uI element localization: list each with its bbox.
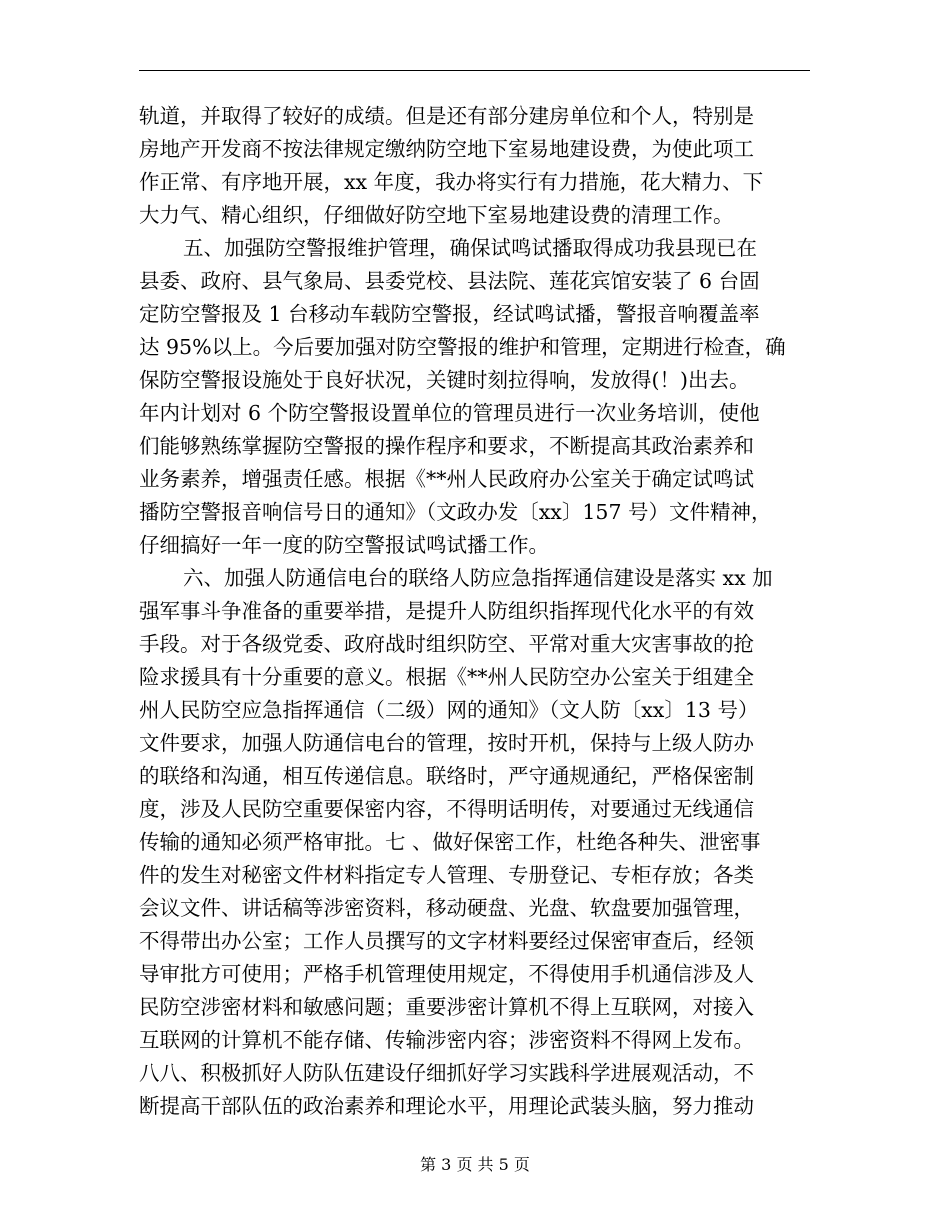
- text-line: 的联络和沟通，相互传递信息。联络时，严守通规通纪，严格保密制: [139, 764, 754, 788]
- text-line: 民防空涉密材料和敏感问题；重要涉密计算机不得上互联网，对接入: [139, 995, 754, 1019]
- text-line: 州人民防空应急指挥通信（二级）网的通知》（文人防〔xx〕13 号）: [139, 698, 759, 722]
- text-line: 县委、政府、县气象局、县委党校、县法院、莲花宾馆安装了 6 台固: [139, 269, 760, 293]
- page-number-footer: 第 3 页 共 5 页: [420, 1155, 530, 1174]
- text-line: 房地产开发商不按法律规定缴纳防空地下室易地建设费，为使此项工: [139, 137, 754, 161]
- text-line: 互联网的计算机不能存储、传输涉密内容；涉密资料不得网上发布。: [139, 1028, 754, 1052]
- text-line: 强军事斗争准备的重要举措，是提升人防组织指挥现代化水平的有效: [139, 599, 754, 623]
- text-line: 断提高干部队伍的政治素养和理论水平，用理论武装头脑，努力推动: [139, 1094, 754, 1118]
- text-line: 不得带出办公室；工作人员撰写的文字材料要经过保密审查后，经领: [139, 929, 754, 953]
- header-rule: [139, 70, 810, 71]
- paragraph-five-heading: 五、加强防空警报维护管理，确保试鸣试播取得成功我县现已在: [183, 236, 757, 260]
- text-line: 轨道，并取得了较好的成绩。但是还有部分建房单位和个人，特别是: [139, 104, 754, 128]
- text-line: 大力气、精心组织，仔细做好防空地下室易地建设费的清理工作。: [139, 203, 734, 227]
- text-line: 达 95%以上。今后要加强对防空警报的维护和管理，定期进行检查，确: [139, 335, 786, 359]
- text-line: 险求援具有十分重要的意义。根据《**州人民防空办公室关于组建全: [139, 665, 754, 689]
- text-line: 会议文件、讲话稿等涉密资料，移动硬盘、光盘、软盘要加强管理，: [139, 896, 754, 920]
- text-line: 手段。对于各级党委、政府战时组织防空、平常对重大灾害事故的抢: [139, 632, 754, 656]
- text-line: 导审批方可使用；严格手机管理使用规定，不得使用手机通信涉及人: [139, 962, 754, 986]
- text-line: 传输的通知必须严格审批。七 、做好保密工作，杜绝各种失、泄密事: [139, 830, 761, 854]
- paragraph-six-heading: 六、加强人防通信电台的联络人防应急指挥通信建设是落实 xx 加: [183, 566, 773, 590]
- text-line: 定防空警报及 1 台移动车载防空警报，经试鸣试播，警报音响覆盖率: [139, 302, 760, 326]
- text-line: 文件要求，加强人防通信电台的管理，按时开机，保持与上级人防办: [139, 731, 754, 755]
- text-line: 播防空警报音响信号日的通知》（文政办发〔xx〕157 号）文件精神，: [139, 500, 772, 524]
- text-line: 们能够熟练掌握防空警报的操作程序和要求，不断提高其政治素养和: [139, 434, 754, 458]
- text-line: 仔细搞好一年一度的防空警报试鸣试播工作。: [139, 533, 549, 557]
- text-line: 件的发生对秘密文件材料指定专人管理、专册登记、专柜存放；各类: [139, 863, 754, 887]
- text-line: 保防空警报设施处于良好状况，关键时刻拉得响，发放得(！)出去。: [139, 368, 750, 392]
- text-line: 业务素养，增强责任感。根据《**州人民政府办公室关于确定试鸣试: [139, 467, 754, 491]
- text-line: 年内计划对 6 个防空警报设置单位的管理员进行一次业务培训，使他: [139, 401, 760, 425]
- text-line: 八八、积极抓好人防队伍建设仔细抓好学习实践科学进展观活动，不: [139, 1061, 754, 1085]
- document-body: [139, 100, 810, 1123]
- text-line: 作正常、有序地开展，xx 年度，我办将实行有力措施，花大精力、下: [139, 170, 764, 194]
- text-line: 度，涉及人民防空重要保密内容，不得明话明传，对要通过无线通信: [139, 797, 754, 821]
